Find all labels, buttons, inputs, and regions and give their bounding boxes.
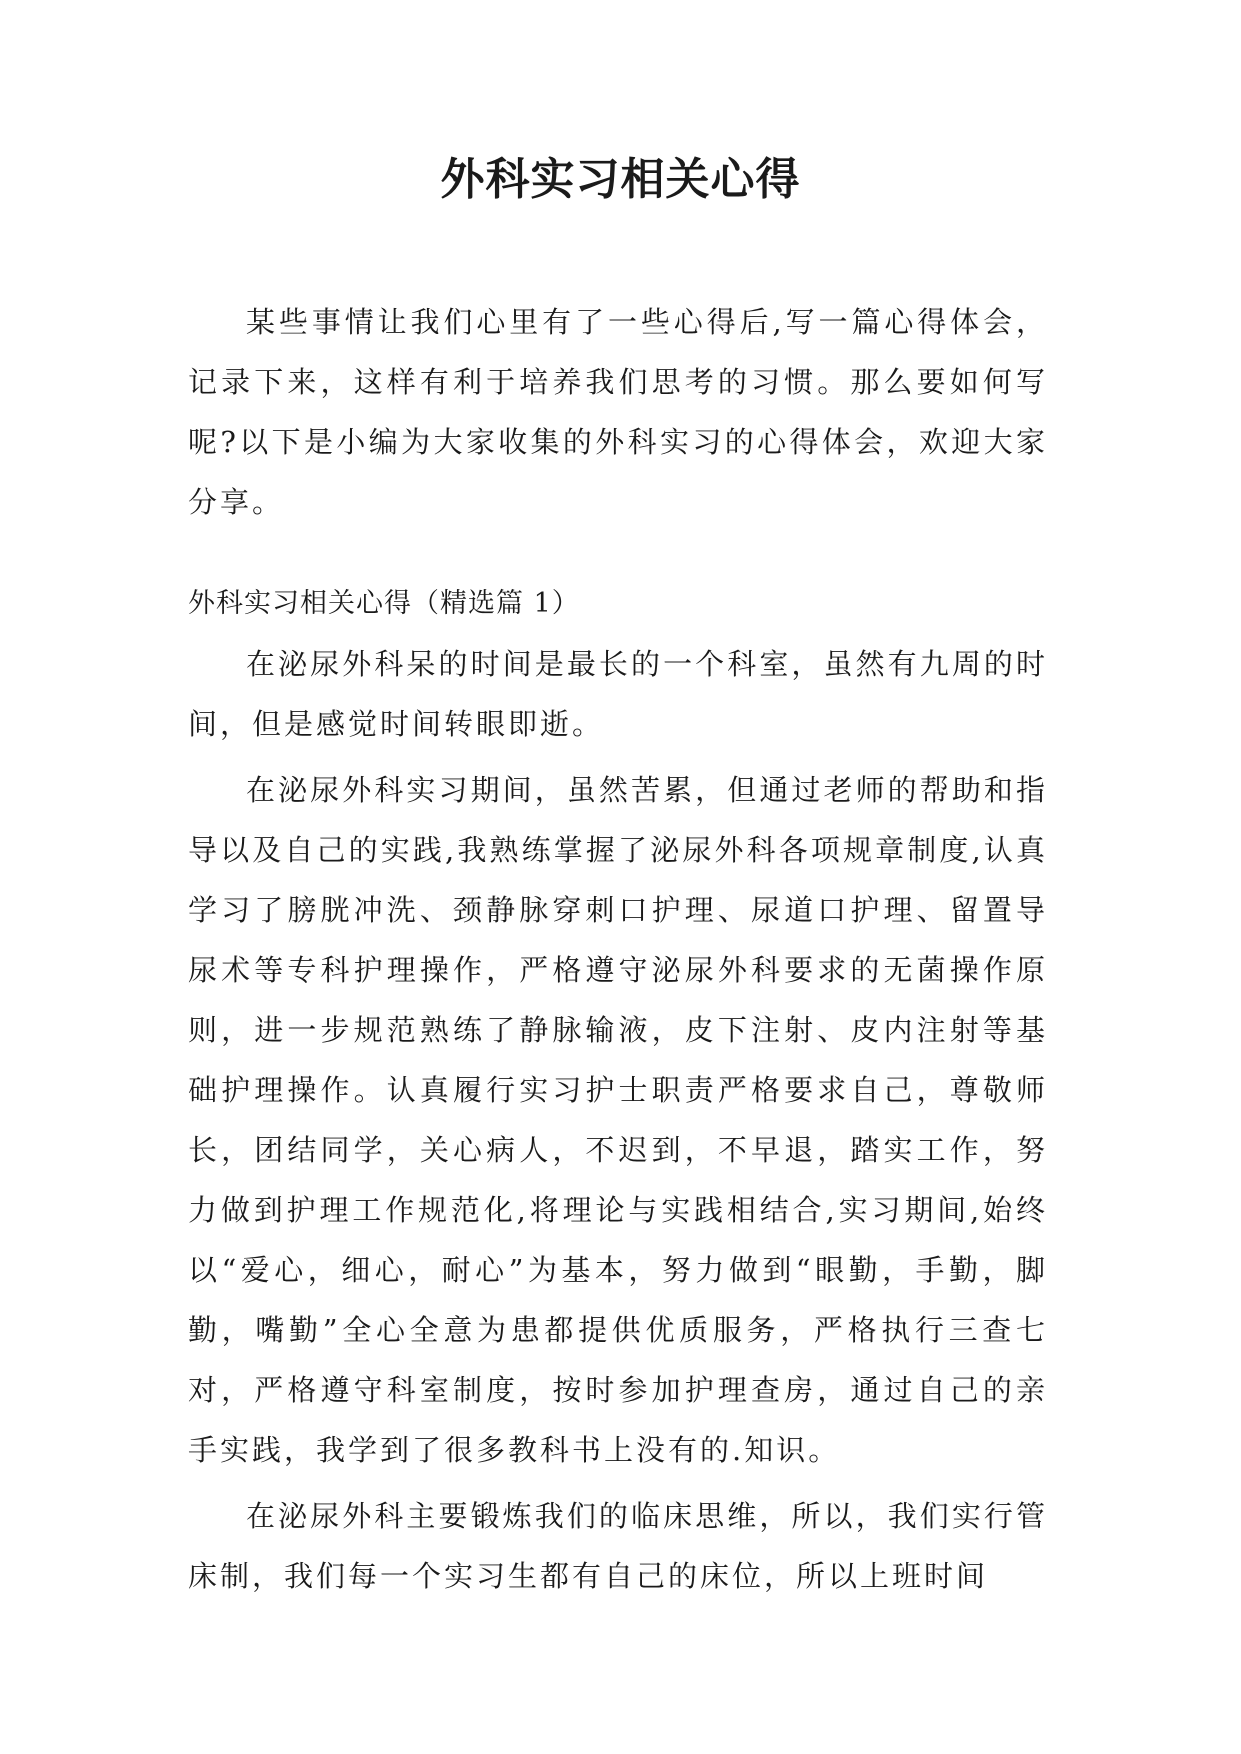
body-paragraph-3: 在泌尿外科主要锻炼我们的临床思维，所以，我们实行管床制，我们每一个实习生都有自己的床位，所以上班时间 [188,1499,1048,1593]
body-paragraph-1: 在泌尿外科呆的时间是最长的一个科室，虽然有九周的时间，但是感觉时间转眼即逝。 [188,647,1048,741]
document-title: 外科实习相关心得 [440,154,801,205]
body-paragraph-2: 在泌尿外科实习期间，虽然苦累，但通过老师的帮助和指导以及自己的实践,我熟练掌握了泌尿外科各项规章制度,认真学习了膀胱冲洗、颈静脉穿刺口护理、尿道口护理、留置导尿术等专科护理操作，严格遵守泌尿外科要求的无菌操作原则，进一步规范熟练了静脉输液，皮下注射、皮内注射等基础护理操作。认真履行实习护士职责严格要求自己，尊敬师长，团结同学，关心病人，不迟到，不早退，踏实工作，努力做到护理工作规范化,将理论与实践相结合,实习期间,始终以“爱心，细心，耐心”为基本，努力做到“眼勤，手勤，脚勤，嘴勤”全心全意为患都提供优质服务，严格执行三查七对，严格遵守科室制度，按时参加护理查房，通过自己的亲手实践，我学到了很多教科书上没有的.知识。 [188,773,1048,1467]
intro-paragraph: 某些事情让我们心里有了一些心得后,写一篇心得体会，记录下来，这样有利于培养我们思考的习惯。那么要如何写呢?以下是小编为大家收集的外科实习的心得体会，欢迎大家分享。 [188,305,1048,519]
section-heading: 外科实习相关心得（精选篇 1） [188,588,580,619]
document-body [188,292,1048,1606]
